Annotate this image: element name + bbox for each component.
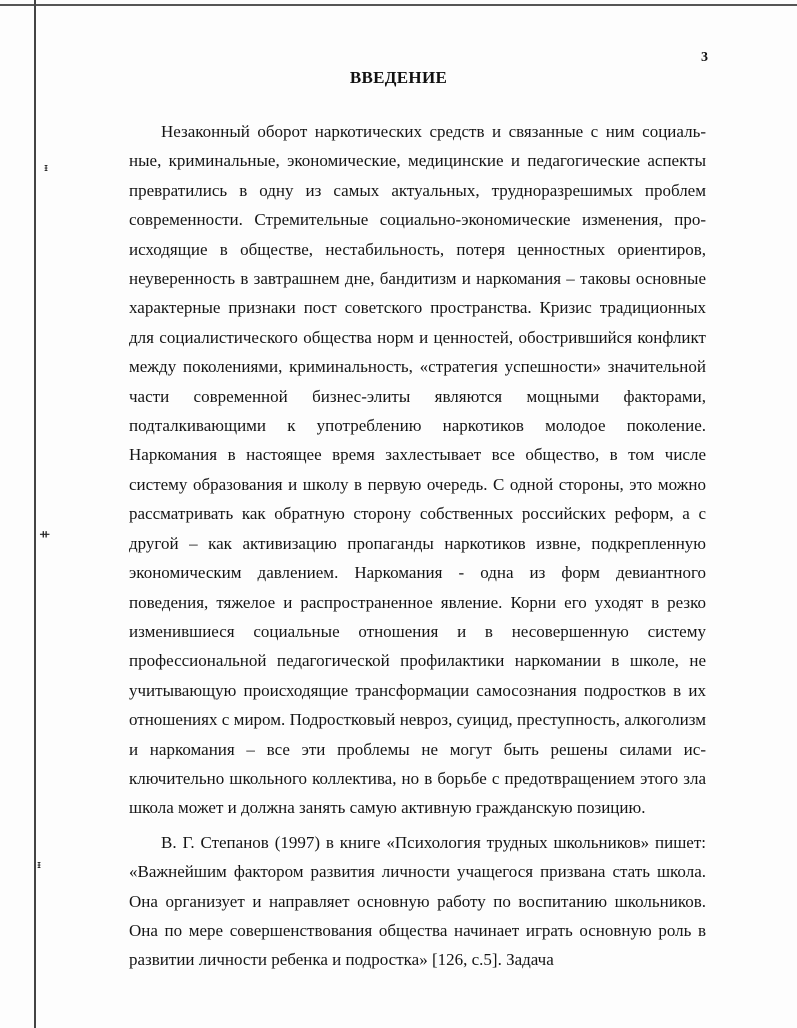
body-text — [129, 117, 706, 975]
left-border-line — [34, 0, 36, 1028]
margin-mark-icon: ᵻ — [37, 858, 42, 871]
top-border-line — [0, 4, 797, 6]
paragraph: Незаконный оборот наркотических средств и связанные с ним социальные, криминальные, экономические, медицинские и педагогические аспекты превратились в одну из самых актуальных, трудноразрешимых проблем современности. Стремительные социально-экономические изменения, происходящие в обществе, нестабильность, потеря ценностных ориентиров, неуверенность в завтрашнем дне, бандитизм и наркомания – таковы основные характерные признаки пост советского пространства. Кризис традиционных для социалистического общества норм и ценностей, обострившийся конфликт между поколениями, криминальность, «стратегия успешности» значительной части современной бизнес-элиты являются мощными факторами, подталкивающими к употреблению наркотиков молодое поколение. Наркомания в настоящее время захлестывает все общество, в том числе систему образования и школу в первую очередь. С одной стороны, это можно рассматривать как обратную сторону собственных российских реформ, а с другой – как активизацию пропаганды наркотиков извне, подкрепленную экономическим давлением. Наркомания - одна из форм девиантного поведения, тяжелое и распространенное явление. Корни его уходят в резко изменившиеся социальные отношения и в несовершенную систему профессиональной педагогической профилактики наркомании в школе, не учитывающую происходящие трансформации самосознания подростков в их отношениях с миром. Подростковый невроз, суицид, преступность, алкоголизм и наркомания – все эти проблемы не могут быть решены силами исключительно школьного коллектива, но в борьбе с предотвращением этого зла школа может и должна занять самую активную гражданскую позицию. — [129, 122, 706, 818]
page-number: 3 — [701, 50, 708, 65]
paragraph: В. Г. Степанов (1997) в книге «Психология трудных школьников» пишет: «Важнейшим фактором развития личности учащегося призвана стать школа. Она организует и направляет основную работу по воспитанию школьников. Она по мере совершенствования общества начинает играть основную роль в развитии личности ребенка и подростка» [126, с.5]. Задача — [129, 832, 706, 970]
margin-mark-icon: ᵻ — [44, 161, 49, 174]
page-title: ВВЕДЕНИЕ — [349, 68, 448, 87]
margin-mark-icon: ᚑ — [40, 527, 50, 542]
